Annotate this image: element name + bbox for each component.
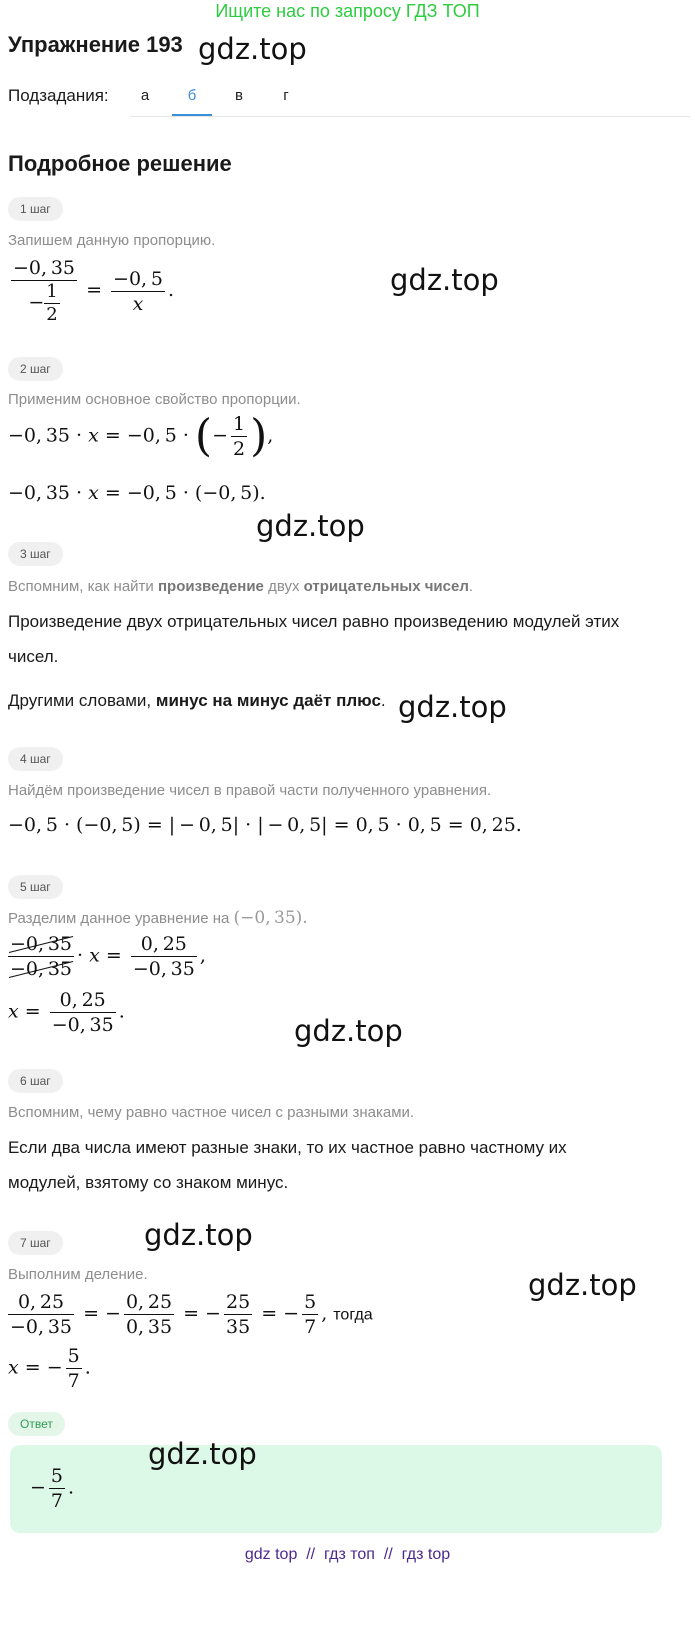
footer-link-2[interactable]: гдз топ — [324, 1546, 375, 1563]
step-4-badge: 4 шаг — [8, 747, 63, 771]
step-2-formula-1: −0, 35 · x = −0, 5 · (− $\frac{1}{2}$ ), — [8, 410, 274, 462]
watermark: gdz.top — [148, 1437, 257, 1471]
footer-links — [0, 1546, 695, 1564]
step-3-rule: Произведение двух отрицательных чисел равно произведению модулей этих чисел. — [8, 612, 620, 666]
footer-separator: // — [306, 1546, 316, 1563]
tab-a[interactable]: а — [140, 87, 150, 104]
tab-b[interactable]: б — [172, 84, 212, 116]
answer-formula: − $\frac{5}{7}$ . — [30, 1465, 75, 1512]
step-3-note: Другими словами, минус на минус даёт плюс. — [8, 691, 386, 710]
tab-g[interactable]: г — [283, 87, 289, 104]
watermark: gdz.top — [144, 1218, 253, 1252]
step-7-formula-1: $\frac{0, 25}{-0, 35}$ = − $\frac{0, 25}{0, 35}$ = − $\frac{25}{35}$ = − $\frac{5}{7}$ , тогда — [10, 1291, 373, 1338]
watermark: gdz.top — [294, 1014, 403, 1048]
step-3-badge: 3 шаг — [8, 542, 63, 566]
watermark: gdz.top — [256, 509, 365, 543]
step-1-hint: Запишем данную пропорцию. — [8, 232, 216, 249]
step-3-hint: Вспомним, как найти произведение двух отрицательных чисел. — [8, 578, 474, 595]
watermark: gdz.top — [528, 1268, 637, 1302]
footer-separator: // — [383, 1546, 393, 1563]
step-5-formula-1: $\frac{-0, 35}{-0, 35}$ · x = $\frac{0, 25}{-0, 35}$ , — [10, 933, 206, 980]
step-2-hint: Применим основное свойство пропорции. — [8, 391, 301, 408]
step-6-badge: 6 шаг — [8, 1069, 63, 1093]
subtask-tabs — [130, 84, 690, 117]
step-2-formula-2: −0, 35 · x = −0, 5 · (−0, 5). — [8, 482, 266, 504]
step-5-badge: 5 шаг — [8, 875, 63, 899]
step-4-formula: −0, 5 · (−0, 5) = | − 0, 5| · | − 0, 5| = 0, 5 · 0, 5 = 0, 25. — [8, 814, 522, 836]
step-5-formula-2: x = $\frac{0, 25}{-0, 35}$ . — [8, 989, 125, 1036]
subtasks-label: Подзадания: — [8, 86, 109, 105]
watermark: gdz.top — [398, 690, 507, 724]
step-7-hint: Выполним деление. — [8, 1266, 148, 1283]
answer-box — [10, 1445, 662, 1533]
tab-v[interactable]: в — [235, 87, 243, 104]
solution-heading: Подробное решение — [8, 151, 232, 176]
answer-badge: Ответ — [8, 1412, 65, 1436]
step-4-hint: Найдём произведение чисел в правой части полученного уравнения. — [8, 782, 492, 799]
step-7-formula-2: x = − $\frac{5}{7}$ . — [8, 1345, 91, 1392]
step-1-badge: 1 шаг — [8, 197, 63, 221]
step-2-badge: 2 шаг — [8, 357, 63, 381]
step-6-rule: Если два числа имеют разные знаки, то их частное равно частному их модулей, взятому со знаком минус. — [8, 1138, 567, 1192]
step-1-formula: −0, 35 − $\frac{1}{2}$ = $\frac{-0, 5}{x}$ . — [13, 257, 175, 325]
footer-link-3[interactable]: гдз top — [401, 1546, 451, 1563]
step-5-hint: Разделим данное уравнение на (−0, 35). — [8, 908, 308, 928]
step-6-hint: Вспомним, чему равно частное чисел с разными знаками. — [8, 1104, 415, 1121]
watermark: gdz.top — [390, 263, 499, 297]
footer-link-1[interactable]: gdz top — [244, 1546, 298, 1563]
step-7-badge: 7 шаг — [8, 1231, 63, 1255]
watermark: gdz.top — [198, 32, 307, 66]
search-hint-banner: Ищите нас по запросу ГДЗ ТОП — [215, 1, 480, 21]
page-title: Упражнение 193 — [8, 32, 183, 57]
